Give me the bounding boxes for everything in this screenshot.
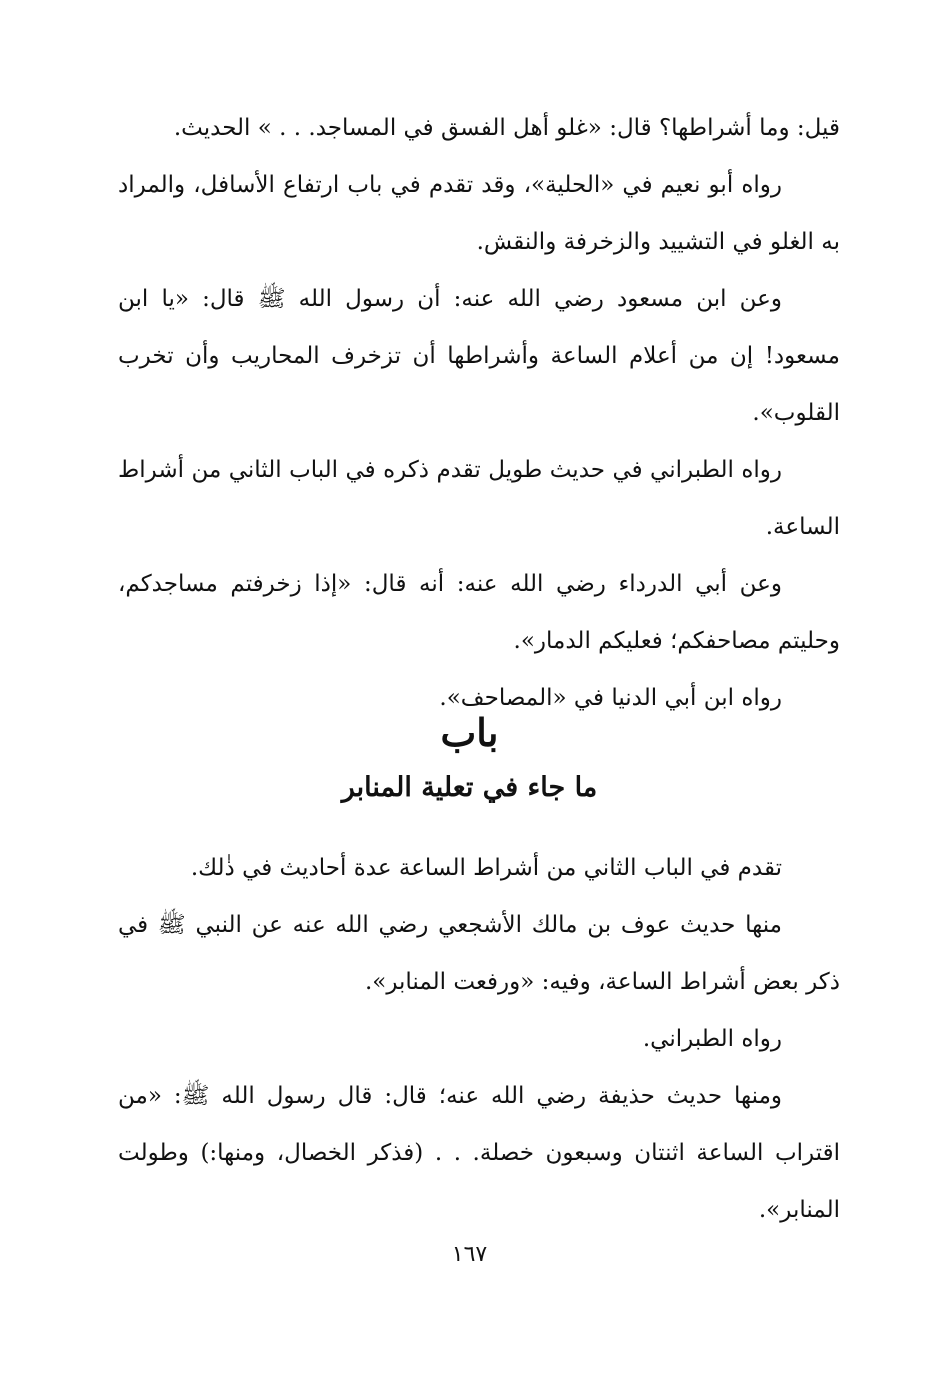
paragraph-10: ومنها حديث حذيفة رضي الله عنه؛ قال: قال رسول الله ﷺ: «من اقتراب الساعة اثنتان وسبعون خصلة. . . (فذكر الخصال، ومنها:) وطولت المنابر». [118,1083,840,1223]
paragraph-4: رواه الطبراني في حديث طويل تقدم ذكره في الباب الثاني من أشراط الساعة. [118,457,840,540]
text-section-bottom [118,840,840,1239]
chapter-heading: باب [440,710,499,755]
paragraph-3: وعن ابن مسعود رضي الله عنه: أن رسول الله ﷺ قال: «يا ابن مسعود! إن من أعلام الساعة وأشراطها أن تزخرف المحاريب وأن تخرب القلوب». [118,286,840,426]
page-number: ١٦٧ [451,1242,488,1267]
text-section-top [118,100,840,727]
paragraph-8: منها حديث عوف بن مالك الأشجعي رضي الله عنه عن النبي ﷺ في ذكر بعض أشراط الساعة، وفيه: «ورفعت المنابر». [118,912,840,995]
paragraph-6: رواه ابن أبي الدنيا في «المصاحف». [439,685,782,711]
paragraph-1: قيل: وما أشراطها؟ قال: «غلو أهل الفسق في المساجد. . . » الحديث. [173,115,840,141]
paragraph-5: وعن أبي الدرداء رضي الله عنه: أنه قال: «إذا زخرفتم مساجدكم، وحليتم مصاحفكم؛ فعليكم الدمار». [118,571,840,654]
paragraph-2: رواه أبو نعيم في «الحلية»، وقد تقدم في باب ارتفاع الأسافل، والمراد به الغلو في التشييد والزخرفة والنقش. [118,172,840,255]
paragraph-9: رواه الطبراني. [642,1026,782,1052]
paragraph-7: تقدم في الباب الثاني من أشراط الساعة عدة أحاديث في ذٰلك. [190,855,782,881]
chapter-title: ما جاء في تعلية المنابر [341,772,598,803]
